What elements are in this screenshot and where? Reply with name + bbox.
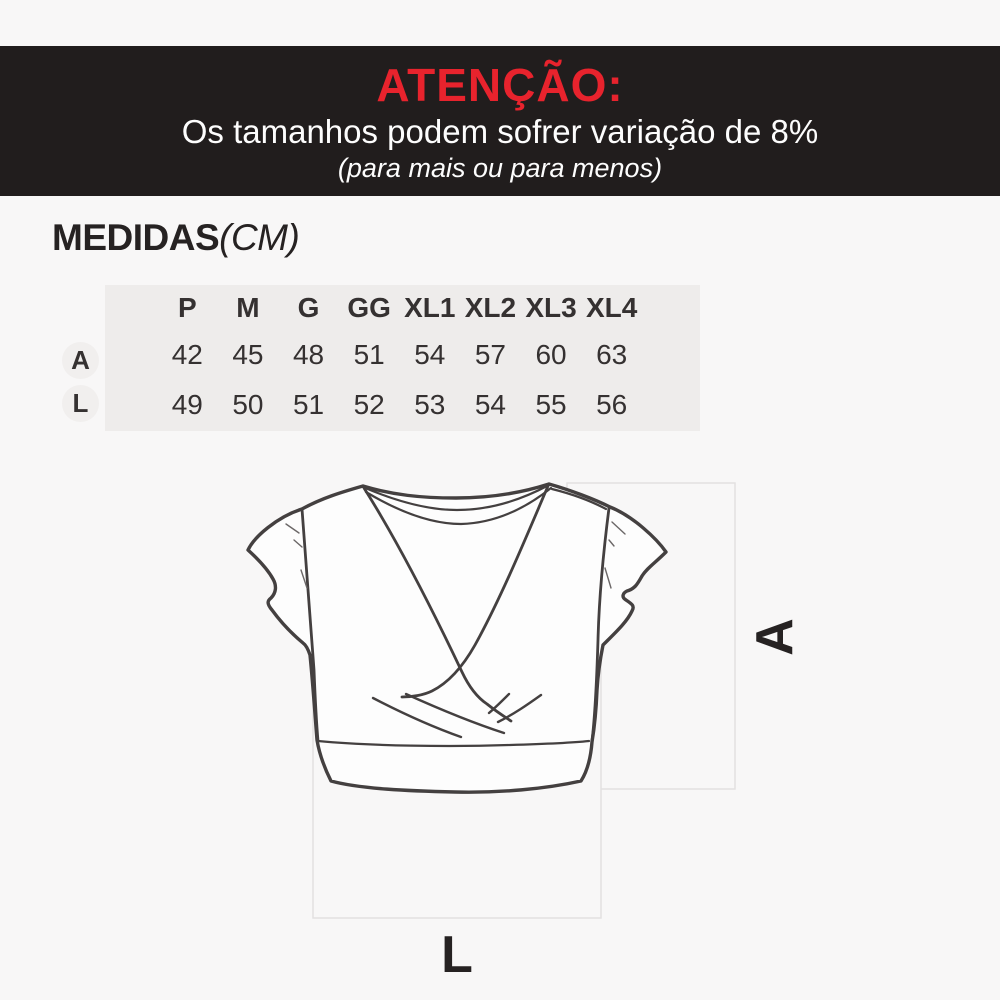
- column-header-xl4: XL4: [586, 291, 638, 323]
- column-header-g: G: [297, 291, 320, 323]
- height-value-m: 45: [232, 338, 264, 370]
- column-header-m: M: [236, 291, 260, 323]
- attention-title: ATENÇÃO:: [376, 59, 624, 111]
- height-value-xl1: 54: [414, 338, 446, 370]
- width-value-xl3: 55: [535, 389, 567, 420]
- column-header-gg: GG: [347, 291, 391, 323]
- height-value-xl4: 63: [596, 338, 628, 370]
- width-value-xl4: 56: [596, 389, 628, 420]
- row-label-a: A: [62, 342, 99, 379]
- measurements-heading-word: MEDIDAS: [52, 217, 220, 258]
- column-header-xl3: XL3: [525, 291, 577, 323]
- column-header-xl2: XL2: [464, 291, 517, 323]
- height-value-g: 48: [292, 338, 325, 370]
- width-value-xl2: 54: [474, 389, 507, 420]
- height-value-gg: 51: [353, 338, 385, 370]
- width-value-p: 49: [171, 389, 203, 420]
- width-dimension-label: L: [441, 926, 473, 984]
- width-value-g: 51: [292, 389, 325, 420]
- width-value-m: 50: [232, 389, 264, 420]
- height-value-xl3: 60: [535, 338, 567, 370]
- height-dimension-label: A: [746, 618, 804, 656]
- measurements-heading-unit: (CM): [219, 217, 300, 258]
- column-header-p: P: [177, 291, 197, 323]
- height-value-p: 42: [171, 338, 203, 370]
- height-value-xl2: 57: [474, 338, 507, 370]
- width-value-gg: 52: [353, 389, 385, 420]
- column-header-xl1: XL1: [404, 291, 456, 323]
- size-variation-note: Os tamanhos podem sofrer variação de 8%: [181, 113, 819, 150]
- row-label-l: L: [62, 385, 99, 422]
- size-variation-subnote: (para mais ou para menos): [337, 153, 663, 183]
- width-value-xl1: 53: [414, 389, 446, 420]
